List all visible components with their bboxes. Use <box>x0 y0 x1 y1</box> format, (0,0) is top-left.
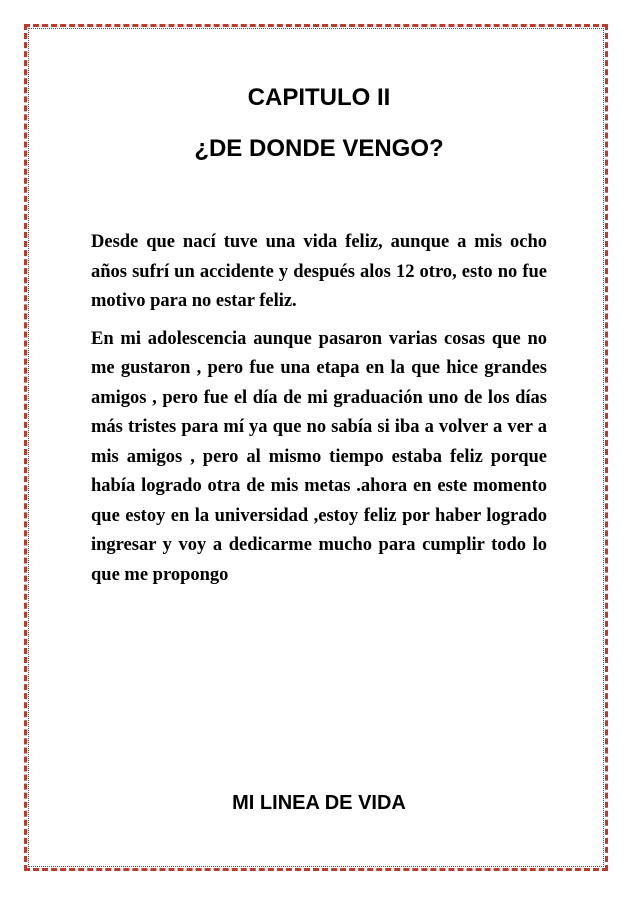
chapter-title: ¿DE DONDE VENGO? <box>194 135 444 162</box>
body-text <box>91 228 547 590</box>
chapter-label: CAPITULO II <box>247 84 391 111</box>
paragraph-1: Desde que nací tuve una vida feliz, aunque a mis ocho años sufrí un accidente y después alos 12 otro, esto no fue motivo para no estar feliz. <box>91 232 547 311</box>
paragraph-2: En mi adolescencia aunque pasaron varias cosas que no me gustaron , pero fue una etapa en la que hice grandes amigos , pero fue el día de mi graduación uno de los días más tristes para mí ya que no sabía si iba a volver a ver a mis amigos , pero al mismo tiempo estaba feliz porque había logrado otra de mis metas .ahora en este momento que estoy en la universidad ,estoy feliz por haber logrado ingresar y voy a dedicarme mucho para cumplir todo lo que me propongo <box>91 328 547 585</box>
section-title: MI LINEA DE VIDA <box>232 792 406 814</box>
